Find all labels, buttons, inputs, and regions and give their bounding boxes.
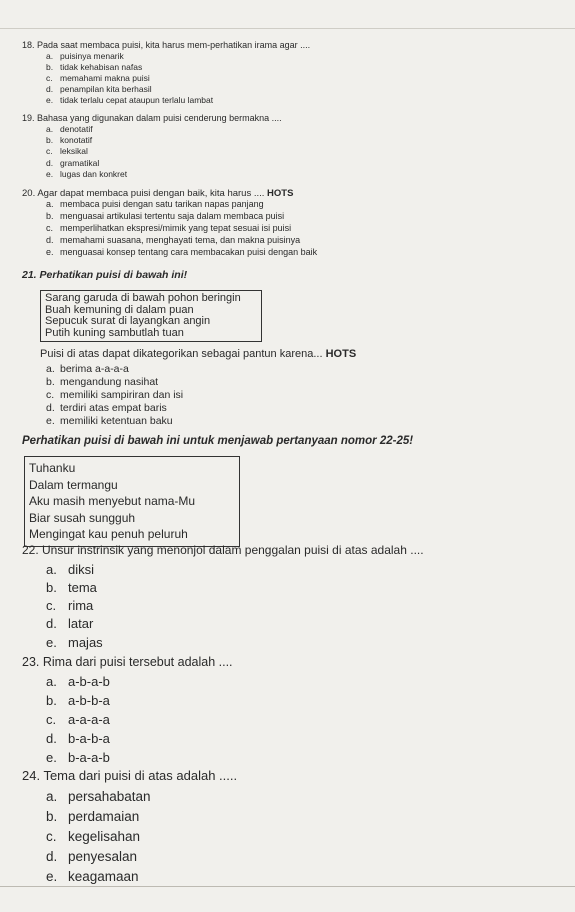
option: e. b-a-a-b [46, 750, 110, 765]
option: d. memahami suasana, menghayati tema, dan makna puisinya [46, 235, 301, 245]
option: a. berima a-a-a-a [46, 363, 129, 375]
poem-line: Dalam termangu [29, 477, 118, 492]
option: c. leksikal [46, 146, 88, 156]
option: c. memperlihatkan ekspresi/mimik yang tepat sesuai isi puisi [46, 223, 292, 233]
question-21-prompt: Puisi di atas dapat dikategorikan sebagai pantun karena... HOTS [40, 348, 357, 360]
option: e. majas [46, 635, 103, 650]
option: d. b-a-b-a [46, 731, 110, 746]
option: b. tema [46, 580, 97, 595]
option: e. memiliki ketentuan baku [46, 415, 173, 427]
option: c. memahami makna puisi [46, 73, 150, 83]
question-21: 21. Perhatikan puisi di bawah ini! [22, 269, 188, 281]
option: a. membaca puisi dengan satu tarikan napas panjang [46, 199, 264, 209]
option: c. kegelisahan [46, 829, 141, 844]
option: a. puisinya menarik [46, 51, 124, 61]
option: c. memiliki sampiriran dan isi [46, 389, 184, 401]
poem-line: Mengingat kau penuh peluruh [29, 527, 188, 541]
option: b. konotatif [46, 135, 93, 145]
poem-line: Sarang garuda di bawah pohon beringin [45, 292, 241, 304]
poem-line: Aku masih menyebut nama-Mu [29, 494, 196, 508]
option: b. a-b-b-a [46, 693, 110, 708]
option: a. diksi [46, 562, 95, 577]
question-24: 24. Tema dari puisi di atas adalah ..... [22, 768, 238, 783]
option: b. menguasai artikulasi tertentu saja dalam membaca puisi [46, 211, 285, 221]
option: a. denotatif [46, 124, 93, 134]
option: e. menguasai konsep tentang cara membacakan puisi dengan baik [46, 247, 318, 257]
question-23: 23. Rima dari puisi tersebut adalah .... [22, 655, 233, 669]
poem-line: Tuhanku [29, 461, 76, 475]
question-22: 22. Unsur instrinsik yang menonjol dalam penggalan puisi di atas adalah .... [22, 543, 424, 557]
question-19: 19. Bahasa yang digunakan dalam puisi cenderung bermakna .... [22, 113, 282, 123]
question-20: 20. Agar dapat membaca puisi dengan baik, kita harus .... HOTS [22, 188, 294, 199]
bottom-rule [0, 886, 575, 887]
option: d. latar [46, 616, 94, 631]
option: e. tidak terlalu cepat ataupun terlalu lambat [46, 95, 214, 105]
option: d. penampilan kita berhasil [46, 84, 152, 94]
top-rule [0, 28, 575, 29]
option: b. mengandung nasihat [46, 376, 159, 388]
option: e. keagamaan [46, 869, 139, 884]
poem-line: Buah kemuning di dalam puan [45, 303, 194, 316]
poem-line: Putih kuning sambutlah tuan [45, 326, 184, 339]
hots-badge: HOTS [267, 188, 294, 199]
option: a. a-b-a-b [46, 674, 110, 689]
poem-line: Biar susah sungguh [29, 510, 136, 525]
option: d. penyesalan [46, 849, 138, 864]
poem-line: Sepucuk surat di layangkan angin [45, 315, 211, 327]
poem-box [24, 456, 240, 547]
option: d. terdiri atas empat baris [46, 402, 167, 414]
hots-badge: HOTS [325, 348, 357, 360]
option: b. perdamaian [46, 809, 140, 824]
option: a. persahabatan [46, 789, 151, 804]
question-18: 18. Pada saat membaca puisi, kita harus mem-perhatikan irama agar .... [22, 40, 311, 50]
option: c. a-a-a-a [46, 712, 110, 727]
instruction: Perhatikan puisi di bawah ini untuk menjawab pertanyaan nomor 22-25! [22, 435, 414, 447]
option: c. rima [46, 598, 94, 613]
option: b. tidak kehabisan nafas [46, 62, 143, 72]
pantun-box [40, 290, 262, 342]
option: e. lugas dan konkret [46, 169, 128, 179]
option: d. gramatikal [46, 158, 100, 168]
